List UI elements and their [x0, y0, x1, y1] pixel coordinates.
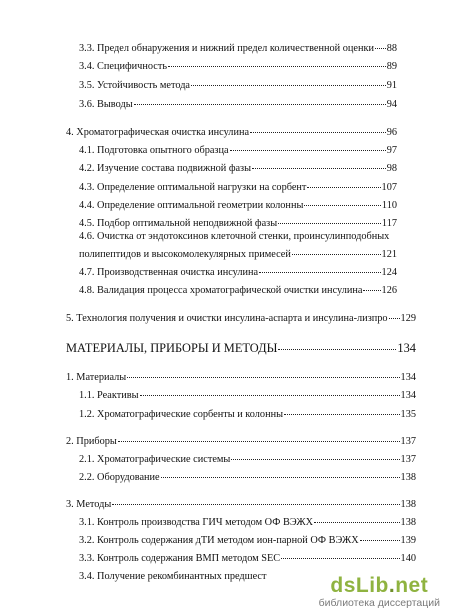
toc-entry	[66, 435, 416, 448]
site-logo-main: dsLib	[330, 574, 389, 597]
toc-entry	[79, 471, 416, 484]
toc-entry	[66, 126, 397, 139]
toc-entry-title: 4.8. Валидация процесса хроматографической очистки инсулина	[79, 285, 363, 296]
toc-entry	[79, 181, 397, 194]
toc-entry	[79, 552, 416, 565]
toc-leader	[134, 104, 386, 105]
toc-entry-page: 107	[381, 182, 397, 193]
toc-entry-page: 138	[400, 499, 416, 510]
toc-leader	[292, 254, 381, 255]
toc-entry-page: 138	[400, 472, 416, 483]
toc-entry-title: 2.2. Оборудование	[79, 472, 160, 483]
toc-entry-title: 4.2. Изучение состава подвижной фазы	[79, 163, 252, 174]
toc-leader	[284, 414, 400, 415]
toc-entry-title: 4.1. Подготовка опытного образца	[79, 145, 229, 156]
toc-entry	[66, 312, 416, 325]
toc-leader	[161, 477, 400, 478]
toc-section-heading	[66, 341, 416, 356]
toc-entry-page: 135	[400, 409, 416, 420]
toc-entry-title: 2. Приборы	[66, 436, 117, 447]
toc-entry-title: 4.5. Подбор оптимальной неподвижной фазы	[79, 218, 278, 229]
toc-entry-page: 91	[386, 80, 397, 91]
toc-leader	[304, 205, 381, 206]
toc-entry	[79, 60, 397, 73]
toc-entry	[79, 79, 397, 92]
toc-entry-title: 1.2. Хроматографические сорбенты и колонны	[79, 409, 284, 420]
toc-leader	[230, 150, 386, 151]
toc-entry-title: 3.6. Выводы	[79, 99, 133, 110]
toc-leader	[250, 132, 386, 133]
toc-entry-title: 3.2. Контроль содержания дТИ методом ион-парной ОФ ВЭЖХ	[79, 535, 359, 546]
toc-entry	[79, 162, 397, 175]
toc-entry-title: 4.4. Определение оптимальной геометрии колонны	[79, 200, 304, 211]
toc-entry-title: МАТЕРИАЛЫ, ПРИБОРЫ И МЕТОДЫ	[66, 341, 278, 355]
toc-entry-page: 134	[397, 341, 416, 355]
toc-leader	[118, 441, 400, 442]
toc-entry	[79, 534, 416, 547]
toc-entry-page: 134	[400, 390, 416, 401]
toc-entry	[79, 408, 416, 421]
toc-leader	[191, 85, 386, 86]
toc-entry-page: 126	[381, 285, 397, 296]
toc-entry	[79, 199, 397, 212]
toc-entry-page: 121	[381, 249, 397, 260]
toc-entry-page: 98	[386, 163, 397, 174]
toc-entry-title-line1: 4.6. Очистка от эндотоксинов клеточной стенки, проинсулинподобных	[79, 231, 390, 242]
toc-entry-title: 4.3. Определение оптимальной нагрузки на сорбент	[79, 182, 307, 193]
toc-entry-page: 137	[400, 454, 416, 465]
toc-leader	[278, 223, 381, 224]
toc-entry-page: 140	[400, 553, 416, 564]
toc-entry-title: полипептидов и высокомолекулярных примесей	[79, 249, 291, 260]
toc-entry	[66, 371, 416, 384]
site-watermark[interactable]	[319, 575, 440, 609]
toc-entry-page: 138	[400, 517, 416, 528]
site-subtitle: библиотека диссертаций	[318, 597, 440, 609]
toc-entry-page: 88	[386, 43, 397, 54]
toc-leader	[252, 168, 386, 169]
toc-entry-page: 139	[400, 535, 416, 546]
toc-entry-title: 3.4. Получение рекомбинантных предшест	[79, 571, 267, 582]
toc-entry	[79, 453, 416, 466]
toc-leader	[231, 459, 399, 460]
toc-leader	[281, 558, 399, 559]
toc-entry-title: 4.7. Производственная очистка инсулина	[79, 267, 259, 278]
toc-entry-page: 129	[400, 313, 416, 324]
toc-entry	[79, 389, 416, 402]
toc-entry-page: 97	[386, 145, 397, 156]
toc-leader	[363, 290, 380, 291]
toc-entry-title: 3.1. Контроль производства ГИЧ методом ОФ ВЭЖХ	[79, 517, 314, 528]
toc-entry-title: 3.4. Специфичность	[79, 61, 168, 72]
site-logo-dot: .	[388, 574, 396, 597]
site-logo-tld: net	[395, 574, 429, 597]
toc-leader	[278, 349, 396, 350]
toc-leader	[314, 522, 400, 523]
toc-entry	[66, 498, 416, 511]
toc-entry	[79, 217, 397, 230]
toc-leader	[375, 48, 386, 49]
toc-leader	[389, 318, 400, 319]
toc-leader	[168, 66, 386, 67]
toc-entry-page: 110	[381, 200, 397, 211]
toc-entry	[79, 42, 397, 55]
toc-leader	[360, 540, 400, 541]
toc-leader	[140, 395, 400, 396]
toc-leader	[259, 272, 380, 273]
toc-entry	[79, 284, 397, 297]
toc-entry	[79, 570, 279, 583]
toc-entry	[79, 266, 397, 279]
toc-entry-title: 3.3. Предел обнаружения и нижний предел количественной оценки	[79, 43, 374, 54]
toc-entry	[79, 144, 397, 157]
toc-entry	[79, 248, 397, 261]
toc-entry-page: 117	[381, 218, 397, 229]
toc-leader	[112, 504, 399, 505]
toc-leader	[127, 377, 399, 378]
toc-entry-page: 94	[386, 99, 397, 110]
toc-entry-page: 124	[381, 267, 397, 278]
toc-entry-page: 96	[386, 127, 397, 138]
toc-entry	[79, 516, 416, 529]
toc-entry-title: 1.1. Реактивы	[79, 390, 139, 401]
site-logo	[319, 575, 440, 597]
toc-entry-title: 4. Хроматографическая очистка инсулина	[66, 127, 250, 138]
toc-entry-title: 3.3. Контроль содержания ВМП методом SEC	[79, 553, 281, 564]
toc-leader	[307, 187, 380, 188]
toc-entry-title: 3.5. Устойчивость метода	[79, 80, 191, 91]
toc-entry-page: 134	[400, 372, 416, 383]
toc-entry-title: 2.1. Хроматографические системы	[79, 454, 231, 465]
toc-entry	[79, 98, 397, 111]
toc-entry-page: 89	[386, 61, 397, 72]
toc-entry-page: 137	[400, 436, 416, 447]
toc-entry-title: 5. Технология получения и очистки инсулина-аспарта и инсулина-лизпро	[66, 313, 388, 324]
toc-entry-title: 1. Материалы	[66, 372, 127, 383]
toc-entry-title: 3. Методы	[66, 499, 112, 510]
